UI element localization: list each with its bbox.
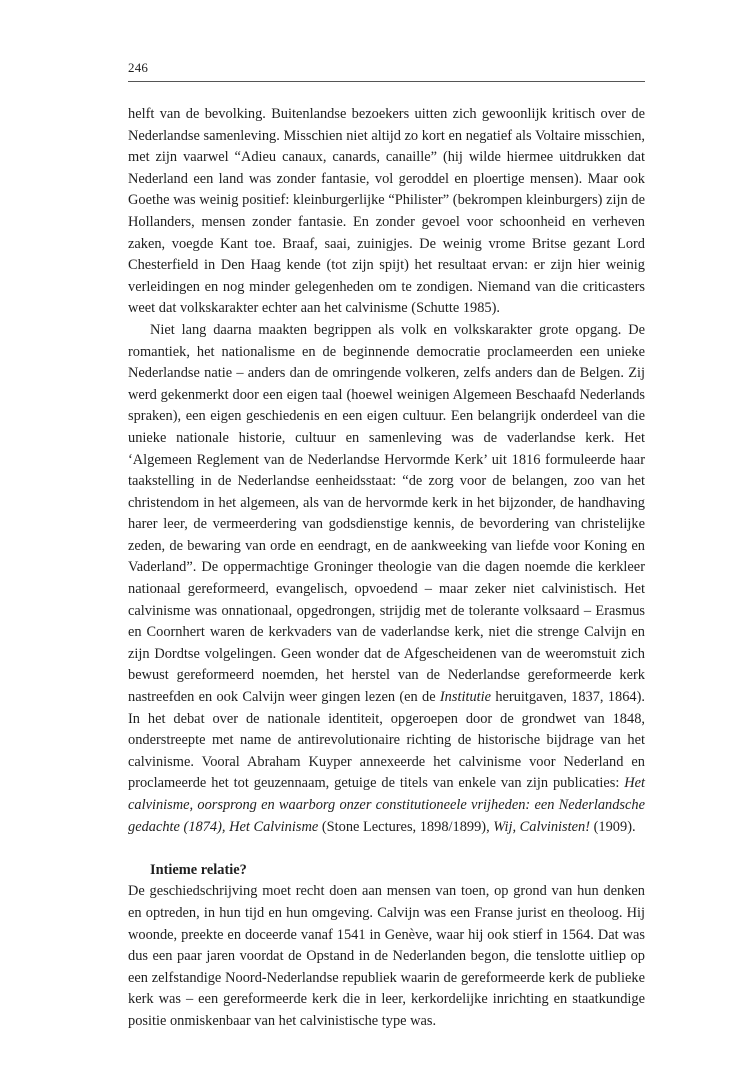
paragraph (128, 320, 645, 838)
italic-text: Wij, Calvinisten! (493, 818, 591, 835)
italic-text: Het calvinisme, oorsprong en waarborg onzer constitutioneele vrijheden: een Nederlandsche gedachte (1874), Het Calvinisme (128, 775, 645, 835)
text-run: Niet lang daarna maakten begrippen als volk en volkskarakter grote opgang. De romantiek, het nationalisme en de beginnende democratie proclameerden een unieke Nederlandse natie – anders dan de omringende volkeren, zelfs anders dan de Belgen. Zij werd gekenmerkt door een eigen taal (hoewel weinigen Algemeen Beschaafd Nederlands spraken), een eigen geschiedenis en een eigen cultuur. Een belangrijk onderdeel van die unieke nationale historie, cultuur en samenleving was de vaderlandse kerk. Het ‘Algemeen Reglement van de Nederlandse Hervormde Kerk’ uit 1816 formuleerde haar taakstelling in de Nederlandse eenheidsstaat: “de zorg voor de belangen, zoo van het christendom in het algemeen, als van de hervormde kerk in het bijzonder, de handhaving harer leer, de vermeerdering van godsdienstige kennis, de bevordering van christelijke zeden, de bewaring van orde en eendragt, en de aankweeking van liefde voor Koning en Vaderland”. De oppermachtige Groninger theologie van die dagen noemde die kerkleer nationaal gereformeerd, evangelisch, opvoedend – maar zeker niet calvinistisch. Het calvinisme was onnationaal, opgedrongen, strijdig met de tolerante volksaard – Erasmus en Coornhert waren de kerkvaders van de vaderlandse kerk, niet die strenge Calvijn en zijn Dordtse volgelingen. Geen wonder dat de Afgescheidenen van de weeromstuit zich bewust gereformeerd noemden, het herstel van de Nederlandse gereformeerde kerk nastreefden en ook Calvijn weer gingen lezen (en de (128, 321, 645, 706)
text-run: (1909). (590, 818, 636, 835)
paragraph (128, 881, 645, 1032)
section-heading: Intieme relatie? (150, 861, 247, 878)
text-run: De geschiedschrijving moet recht doen aan mensen van toen, op grond van hun denken en optreden, in hun tijd en hun omgeving. Calvijn was een Franse jurist en theoloog. Hij woonde, preekte en doceerde vanaf 1541 in Genève, waar hij ook stierf in 1564. Dat was dus een paar jaren voordat de Opstand in de Nederlanden begon, die tenslotte uitliep op een zelfstandige Noord-Nederlandse republiek waarin de gereformeerde kerk de publieke kerk was – een gereformeerde kerk die in leer, kerkordelijke inrichting en staatkundige positie onmiskenbaar van het calvinistische type was. (128, 883, 645, 1029)
paragraph (128, 104, 645, 320)
header-rule (128, 81, 645, 82)
text-run: helft van de bevolking. Buitenlandse bezoekers uitten zich gewoonlijk kritisch over de Nederlandse samenleving. Misschien niet altijd zo kort en negatief als Voltaire misschien, met zijn vaarwel “Adieu canaux, canards, canaille” (hij wilde hiermee uitdrukken dat Nederland een land was zonder fantasie, vol geroddel en ploertige mensen). Maar ook Goethe was weinig positief: kleinburgerlijke “Philister” (bekrompen kleinburgers) zijn de Hollanders, mensen zonder fantasie. En zonder gevoel voor schoonheid en verheven zaken, voegde Kant toe. Braaf, saai, zuinigjes. De weinig vrome Britse gezant Lord Chesterfield in Den Haag kende (tot zijn spijt) het resultaat ervan: er zijn hier weinig verleidingen en nog minder gelegenheden om te zondigen. Niemand van die criticasters weet dat volkskarakter echter aan het calvinisme (Schutte 1985). (128, 106, 645, 317)
italic-text: Institutie (439, 689, 492, 706)
page-number: 246 (128, 60, 149, 75)
text-run: heruitgaven, 1837, 1864). In het debat over de nationale identiteit, opgeroepen door de grondwet van 1848, onderstreepte met name de antirevolutionaire richting de historische bijdrage van het calvinisme. Vooral Abraham Kuyper annexeerde het calvinisme voor Nederland en proclameerde het tot geuzennaam, getuige de titels van enkele van zijn publicaties: (128, 689, 645, 792)
text-run: (Stone Lectures, 1898/1899), (318, 818, 494, 835)
body-text (128, 104, 645, 1033)
